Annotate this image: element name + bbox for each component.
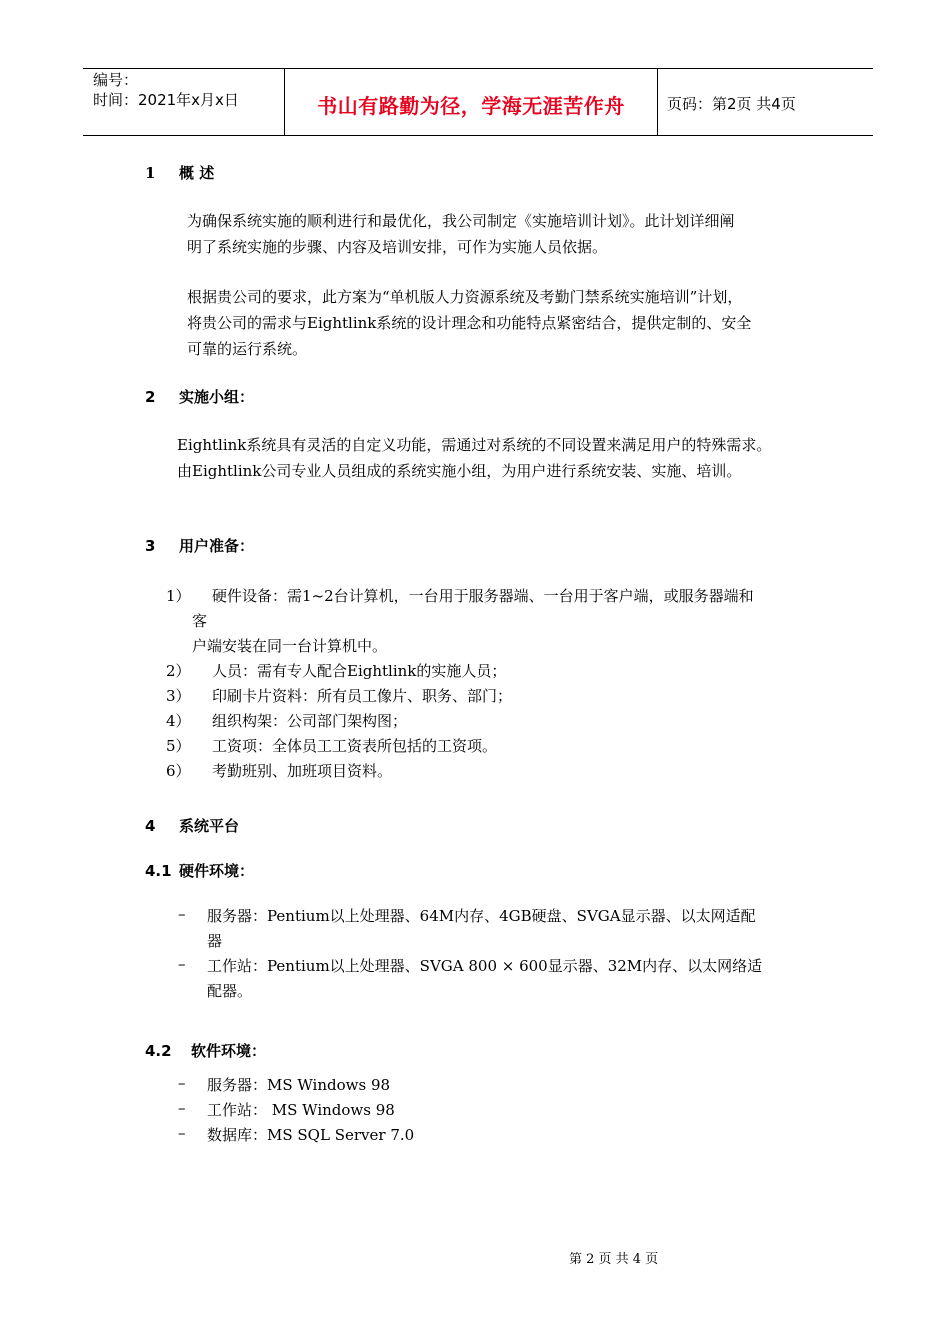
page-footer: 第 2 页 共 4 页 <box>569 1252 659 1267</box>
section-number: 2 <box>145 388 156 406</box>
subsection-title: 软件环境： <box>191 1042 267 1060</box>
section-2-heading <box>145 386 254 407</box>
list-item <box>166 710 408 731</box>
list-text: 印刷卡片资料：所有员工像片、职务、部门； <box>212 687 513 705</box>
list-item <box>166 685 513 706</box>
list-text: 人员：需有专人配合Eightlink的实施人员； <box>212 662 507 680</box>
text-line: 明了系统实施的步骤、内容及培训安排，可作为实施人员依据。 <box>187 238 608 256</box>
list-text-wrap: 客 <box>192 612 208 630</box>
text-line: 可靠的运行系统。 <box>187 340 308 358</box>
list-item <box>166 660 507 681</box>
list-number: 3） <box>166 687 191 705</box>
document-number-label: 编号： <box>93 71 139 89</box>
list-text: 工作站： MS Windows 98 <box>207 1101 395 1119</box>
dash-bullet: – <box>178 1124 186 1142</box>
dash-bullet: – <box>178 905 186 923</box>
subsection-number: 4.1 <box>145 862 172 880</box>
text-line: 将贵公司的需求与Eightlink系统的设计理念和功能特点紧密结合，提供定制的、安全 <box>187 314 752 332</box>
list-item <box>178 1124 415 1144</box>
list-item <box>166 735 498 756</box>
section-3-heading <box>145 535 254 556</box>
section-4-2-heading <box>145 1040 266 1061</box>
list-item <box>166 585 754 606</box>
list-item <box>166 760 393 781</box>
section-number: 3 <box>145 537 156 555</box>
header-divider-right <box>657 68 658 136</box>
list-text: 工作站：Pentium以上处理器、SVGA 800 × 600显示器、32M内存、以太网络适 <box>207 957 763 975</box>
list-item <box>178 955 763 975</box>
header-top-border <box>83 68 873 69</box>
section-title: 用户准备： <box>179 537 255 555</box>
list-text: 硬件设备：需1~2台计算机，一台用于服务器端、一台用于客户端，或服务器端和 <box>212 587 754 605</box>
header-motto: 书山有路勤为径，学海无涯苦作舟 <box>317 94 625 118</box>
section-number: 1 <box>145 164 156 182</box>
text-line: 根据贵公司的要求，此方案为“单机版人力资源系统及考勤门禁系统实施培训”计划， <box>187 288 743 306</box>
list-text-wrap: 器 <box>207 932 223 950</box>
list-number: 6） <box>166 762 191 780</box>
list-item <box>178 1099 395 1119</box>
section-2-paragraph <box>177 432 771 484</box>
list-text-wrap: 配器。 <box>207 982 253 1000</box>
list-text: 组织构架：公司部门架构图； <box>212 712 408 730</box>
section-title: 实施小组： <box>179 388 255 406</box>
dash-bullet: – <box>178 1074 186 1092</box>
list-number: 5） <box>166 737 191 755</box>
list-text: 服务器：Pentium以上处理器、64M内存、4GB硬盘、SVGA显示器、以太网适配 <box>207 907 756 925</box>
text-line: Eightlink系统具有灵活的自定义功能，需通过对系统的不同设置来满足用户的特殊需求。 <box>177 436 772 454</box>
text-line: 由Eightlink公司专业人员组成的系统实施小组，为用户进行系统安装、实施、培训。 <box>177 462 742 480</box>
text-line: 为确保系统实施的顺利进行和最优化，我公司制定《实施培训计划》。此计划详细阐 <box>187 212 735 230</box>
section-1-heading <box>145 162 214 183</box>
list-number: 1） <box>166 587 191 605</box>
section-1-paragraph-1 <box>187 208 735 260</box>
list-text: 考勤班别、加班项目资料。 <box>212 762 393 780</box>
list-item <box>178 1074 391 1094</box>
document-date: 时间：2021年x月x日 <box>93 91 239 109</box>
section-number: 4 <box>145 817 156 835</box>
section-title: 系统平台 <box>179 817 240 835</box>
section-4-1-heading <box>145 860 254 881</box>
list-text: 工资项：全体员工工资表所包括的工资项。 <box>212 737 498 755</box>
list-number: 2） <box>166 662 191 680</box>
header-page-info: 页码：第2页 共4页 <box>667 95 796 113</box>
dash-bullet: – <box>178 1099 186 1117</box>
list-text: 服务器：MS Windows 98 <box>207 1076 391 1094</box>
subsection-number: 4.2 <box>145 1042 172 1060</box>
list-number: 4） <box>166 712 191 730</box>
list-text-wrap: 户端安装在同一台计算机中。 <box>192 637 388 655</box>
section-title: 概 述 <box>179 164 215 182</box>
section-1-paragraph-2 <box>187 284 751 362</box>
dash-bullet: – <box>178 955 186 973</box>
list-text: 数据库：MS SQL Server 7.0 <box>207 1126 415 1144</box>
section-4-heading <box>145 815 239 836</box>
subsection-title: 硬件环境： <box>179 862 255 880</box>
header-bottom-border <box>83 135 873 136</box>
header-meta <box>93 70 239 110</box>
list-item <box>178 905 756 925</box>
